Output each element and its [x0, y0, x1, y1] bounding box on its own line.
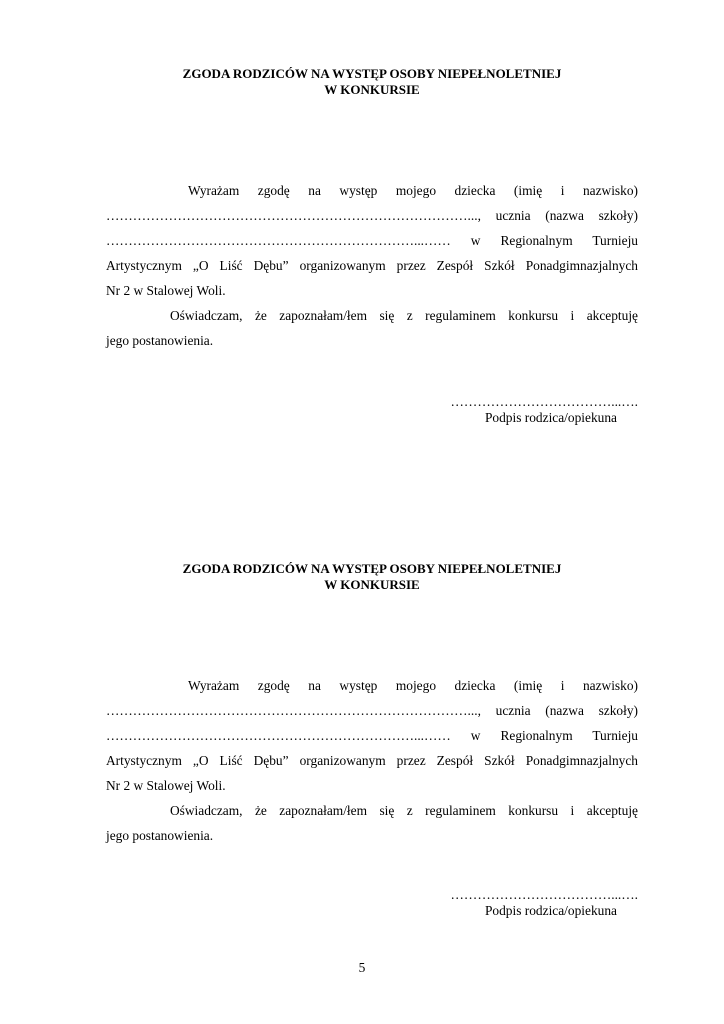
signature-block [430, 394, 638, 426]
signature-block [430, 887, 638, 919]
consent-line-2: ………………………………………………………………………..., ucznia (nazwa szkoły) [106, 208, 638, 223]
consent-line-3: ……………………………………………………………...…… w Regionalnym Turnieju [106, 233, 638, 248]
form-title-line-1: ZGODA RODZICÓW NA WYSTĘP OSOBY NIEPEŁNOLETNIEJ [182, 561, 562, 576]
declaration-line-2: jego postanowienia. [106, 828, 214, 843]
consent-text [106, 673, 638, 848]
consent-line-1: Wyrażam zgodę na występ mojego dziecka (imię i nazwisko) [188, 183, 638, 198]
signature-line: ………………………………...…. [450, 887, 638, 902]
consent-line-5: Nr 2 w Stalowej Woli. [106, 283, 226, 298]
consent-line-2: ………………………………………………………………………..., ucznia (nazwa szkoły) [106, 703, 638, 718]
page-number: 5 [358, 960, 366, 975]
form-title [106, 66, 638, 98]
form-title-line-2: W KONKURSIE [324, 577, 420, 592]
consent-line-1: Wyrażam zgodę na występ mojego dziecka (imię i nazwisko) [188, 678, 638, 693]
consent-line-4: Artystycznym „O Liść Dębu” organizowanym przez Zespół Szkół Ponadgimnazjalnych [106, 753, 638, 768]
consent-line-4: Artystycznym „O Liść Dębu” organizowanym przez Zespół Szkół Ponadgimnazjalnych [106, 258, 638, 273]
declaration-line-1: Oświadczam, że zapoznałam/łem się z regulaminem konkursu i akceptuję [170, 308, 638, 323]
consent-text [106, 178, 638, 353]
signature-label: Podpis rodzica/opiekuna [484, 410, 617, 425]
form-title-line-2: W KONKURSIE [324, 82, 420, 97]
signature-label: Podpis rodzica/opiekuna [484, 903, 617, 918]
consent-line-3: ……………………………………………………………...…… w Regionalnym Turnieju [106, 728, 638, 743]
consent-line-5: Nr 2 w Stalowej Woli. [106, 778, 226, 793]
consent-form-1 [106, 66, 638, 425]
signature-line: ………………………………...…. [450, 394, 638, 409]
consent-form-2 [106, 561, 638, 918]
declaration-line-2: jego postanowienia. [106, 333, 214, 348]
form-title-line-1: ZGODA RODZICÓW NA WYSTĘP OSOBY NIEPEŁNOLETNIEJ [182, 66, 562, 81]
form-title [106, 561, 638, 593]
declaration-line-1: Oświadczam, że zapoznałam/łem się z regulaminem konkursu i akceptuję [170, 803, 638, 818]
